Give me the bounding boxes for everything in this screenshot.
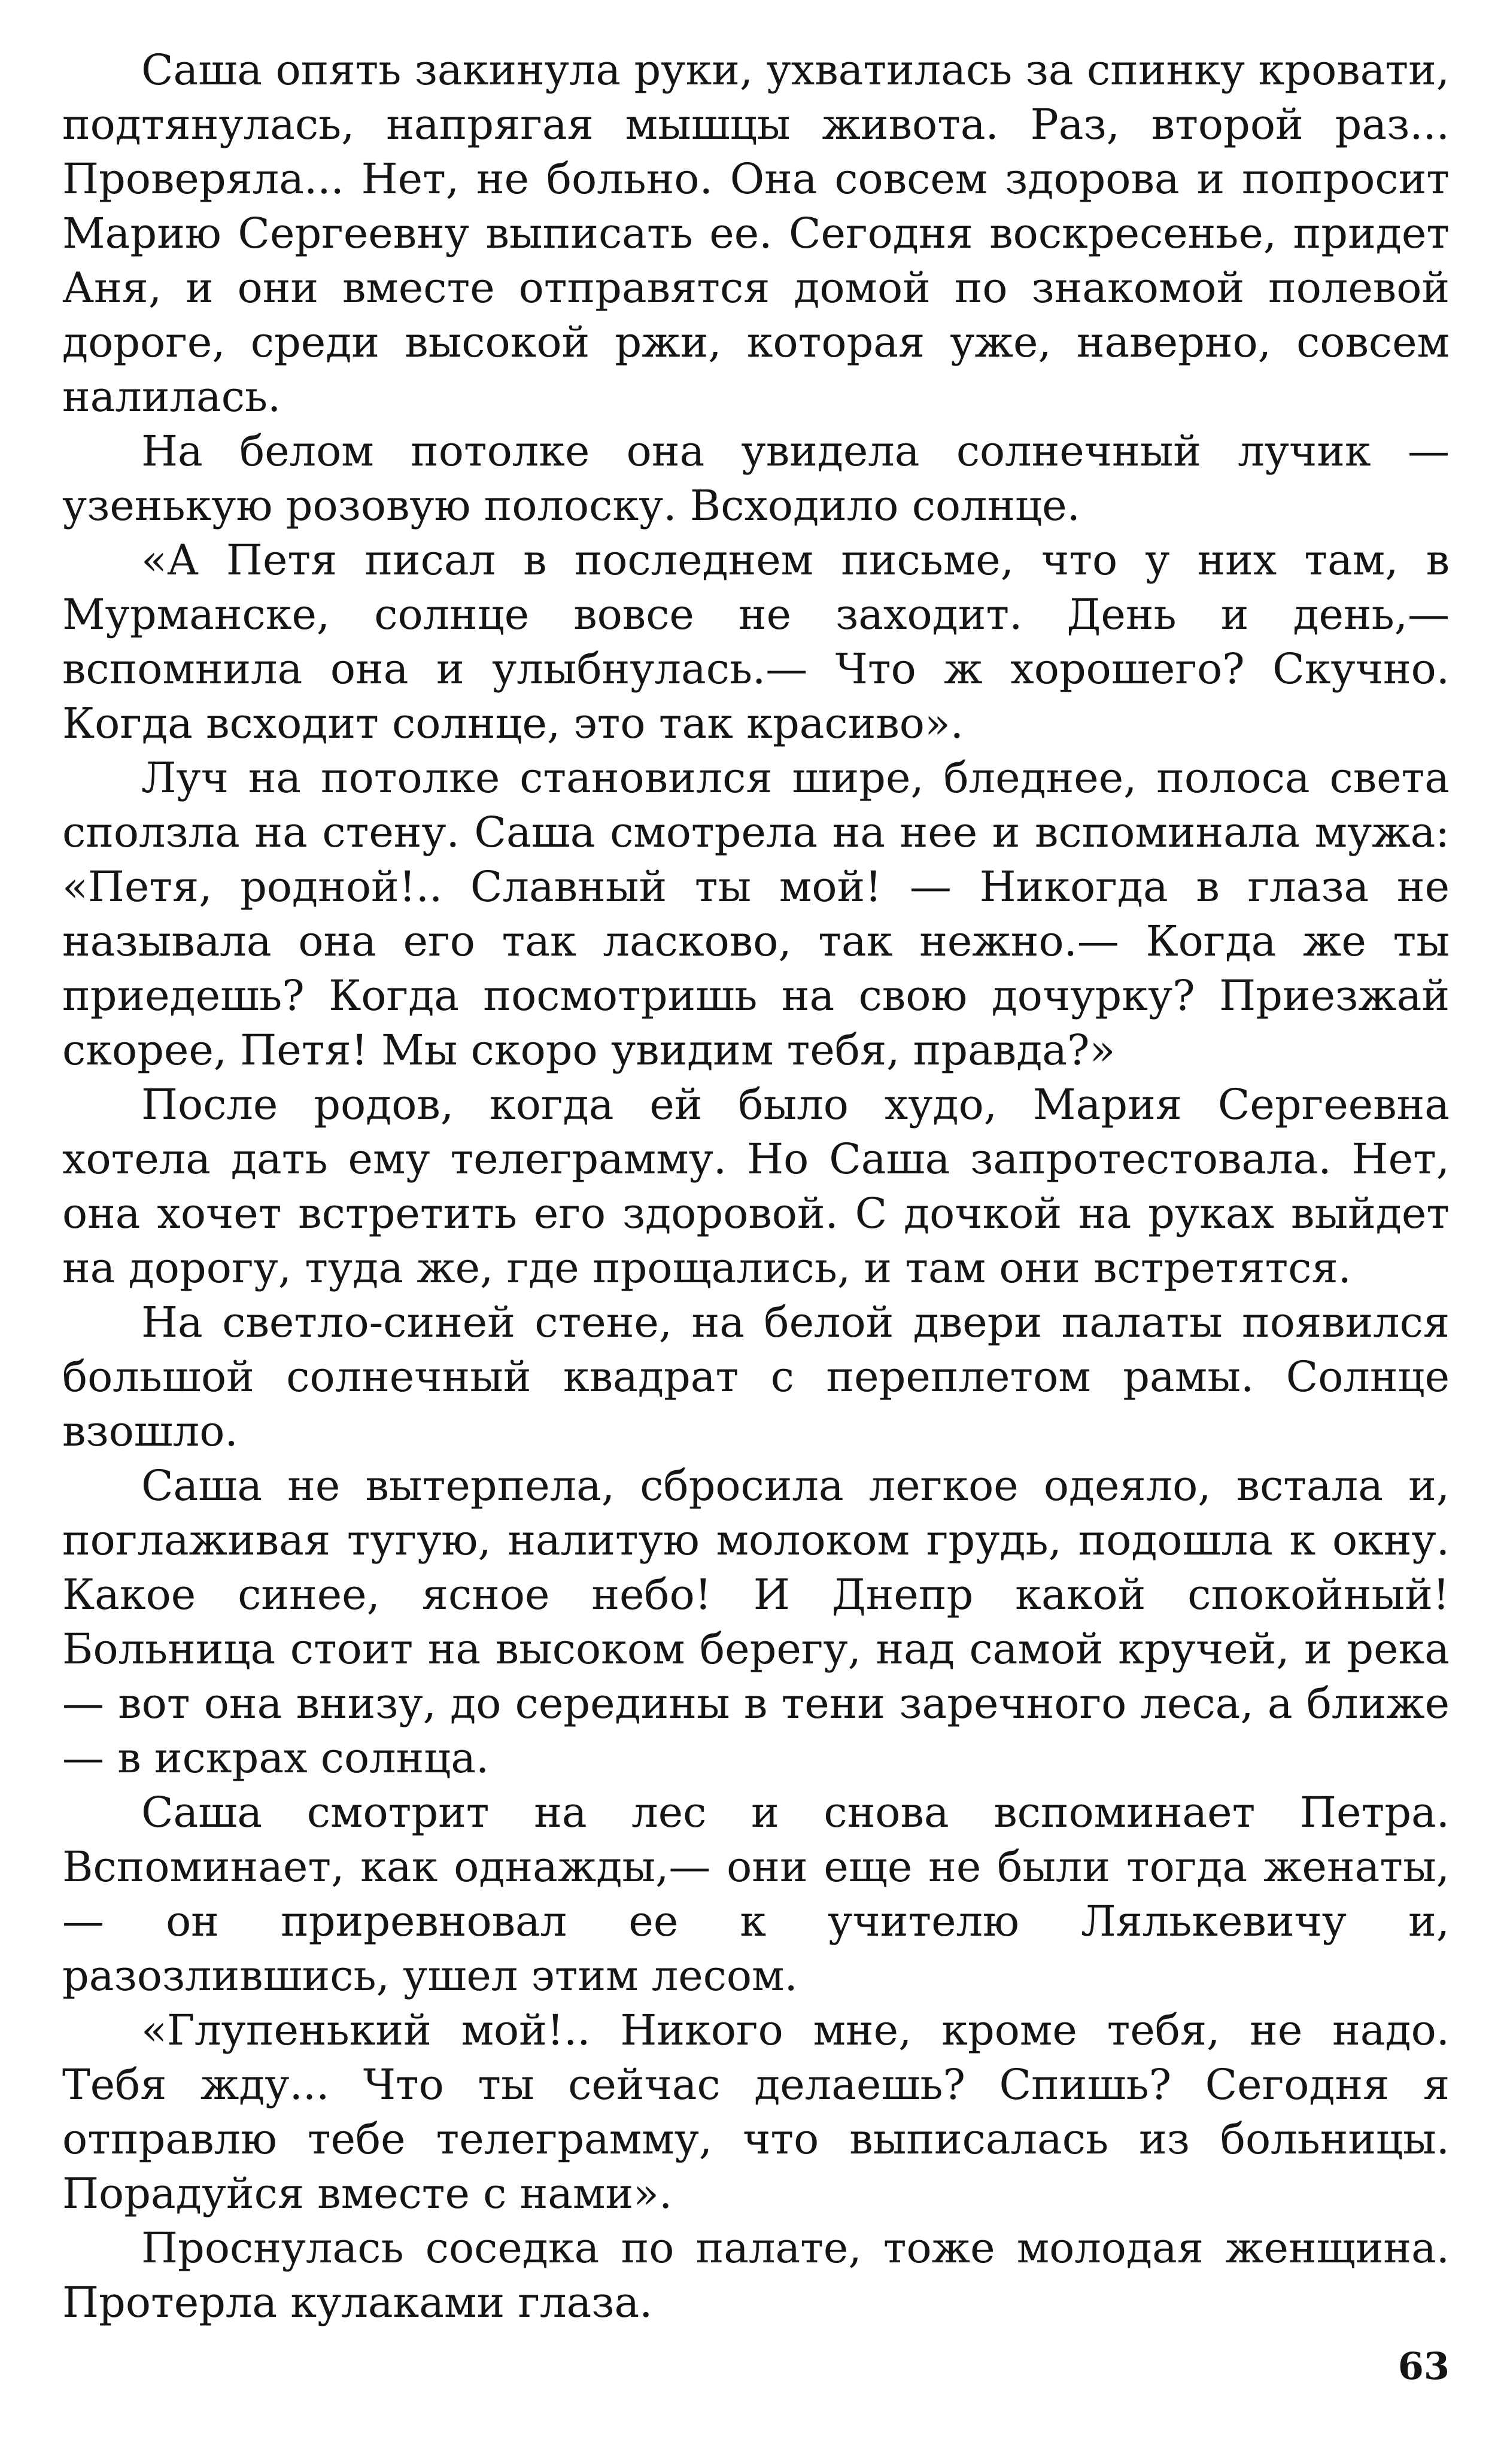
paragraph-4: Луч на потолке становился шире, бледнее, полоса света сползла на стену. Саша смотрела на нее и вспоминала мужа: «Петя, родной!.. Славный ты мой! — Никогда в глаза не называла она его так ласково, так нежно.— Когда же ты приедешь? Когда посмотришь на свою дочурку? Приезжай скорее, Петя! Мы скоро увидим тебя, правда?» — [62, 753, 1450, 1075]
page-number: 63 — [1397, 2344, 1450, 2388]
paragraph-5: После родов, когда ей было худо, Мария Сергеевна хотела дать ему телеграмму. Но Саша запротестовала. Нет, она хочет встретить его здоровой. С дочкой на руках выйдет на дорогу, туда же, где прощались, и там они встретятся. — [62, 1080, 1450, 1292]
paragraph-3: «А Петя писал в последнем письме, что у них там, в Мурманске, солнце вовсе не заходит. День и день,— вспомнила она и улыбнулась.— Что ж хорошего? Скучно. Когда всходит солнце, это так красиво». — [62, 536, 1450, 748]
paragraph-9: «Глупенький мой!.. Никого мне, кроме тебя, не надо. Тебя жду... Что ты сейчас делаешь? Спишь? Сегодня я отправлю тебе телеграмму, что выписалась из больницы. Порадуйся вместе с нами». — [62, 2006, 1450, 2218]
paragraph-8: Саша смотрит на лес и снова вспоминает Петра. Вспоминает, как однажды,— они еще не были тогда женаты,— он приревновал ее к учителю Лялькевичу и, разозлившись, ушел этим лесом. — [62, 1788, 1450, 2000]
paragraph-2: На белом потолке она увидела солнечный лучик — узенькую розовую полоску. Всходило солнце. — [62, 427, 1450, 530]
page-text — [62, 43, 1450, 2330]
paragraph-6: На светло-синей стене, на белой двери палаты появился большой солнечный квадрат с переплетом рамы. Солнце взошло. — [62, 1298, 1450, 1456]
paragraph-7: Саша не вытерпела, сбросила легкое одеяло, встала и, поглаживая тугую, налитую молоком грудь, подошла к окну. Какое синее, ясное небо! И Днепр какой спокойный! Больница стоит на высоком берегу, над самой кручей, и река — вот она внизу, до середины в тени заречного леса, а ближе — в искрах солнца. — [62, 1461, 1450, 1782]
paragraph-1: Саша опять закинула руки, ухватилась за спинку кровати, подтянулась, напрягая мышцы живота. Раз, второй раз... Проверяла... Нет, не больно. Она совсем здорова и попросит Марию Сергеевну выписать ее. Сегодня воскресенье, придет Аня, и они вместе отправятся домой по знакомой полевой дороге, среди высокой ржи, которая уже, наверно, совсем налилась. — [62, 45, 1450, 421]
paragraph-10: Проснулась соседка по палате, тоже молодая женщина. Протерла кулаками глаза. — [62, 2223, 1450, 2327]
